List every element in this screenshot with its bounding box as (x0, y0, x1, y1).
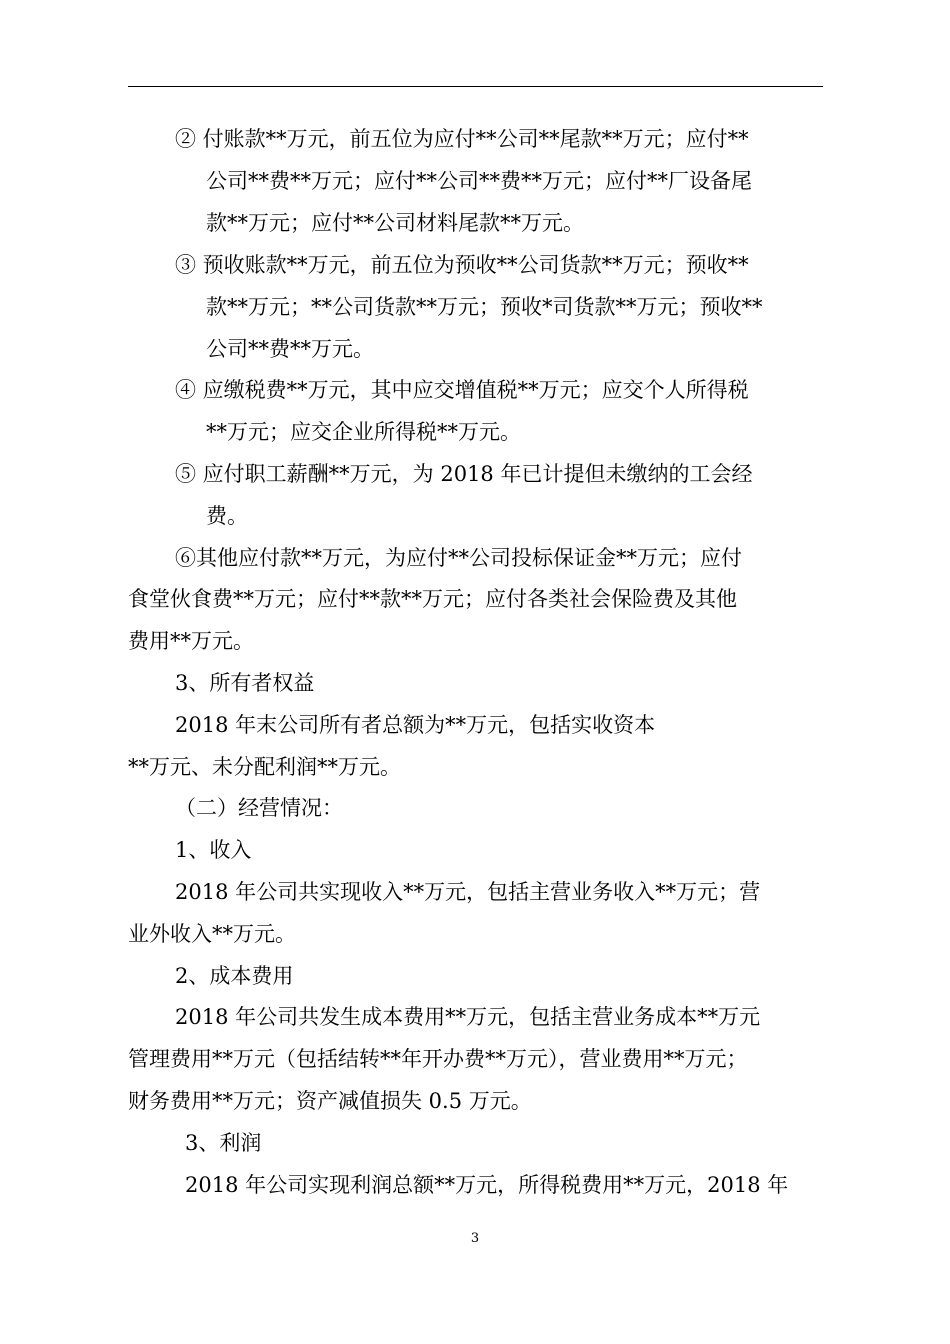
section-heading: 1、收入 (175, 838, 252, 862)
text-line: 费。 (206, 504, 248, 528)
text-line: 款**万元；应付**公司材料尾款**万元。 (206, 211, 584, 235)
text-line: 费用**万元。 (128, 629, 254, 653)
text-line: 2018 年公司共发生成本费用**万元，包括主营业务成本**万元 (175, 1005, 761, 1029)
header-rule (128, 86, 823, 87)
text-line: ③ 预收账款**万元，前五位为预收**公司货款**万元；预收** (175, 253, 749, 277)
text-line: ⑤ 应付职工薪酬**万元，为 2018 年已计提但未缴纳的工会经 (175, 462, 753, 486)
text-line: 2018 年末公司所有者总额为**万元，包括实收资本 (175, 713, 656, 737)
section-heading: （二）经营情况： (175, 796, 343, 820)
section-heading: 3、所有者权益 (175, 671, 315, 695)
text-line: ② 付账款**万元，前五位为应付**公司**尾款**万元；应付** (175, 127, 749, 151)
text-line: **万元、未分配利润**万元。 (128, 755, 401, 779)
section-heading: 2、成本费用 (175, 964, 294, 988)
section-heading: 3、利润 (185, 1131, 262, 1155)
text-line: ⑥其他应付款**万元，为应付**公司投标保证金**万元；应付 (175, 546, 742, 570)
text-line: 款**万元；**公司货款**万元；预收*司货款**万元；预收** (206, 295, 763, 319)
text-line: 业外收入**万元。 (128, 922, 296, 946)
text-line: 公司**费**万元；应付**公司**费**万元；应付**厂设备尾 (206, 169, 752, 193)
text-line: 2018 年公司实现利润总额**万元，所得税费用**万元，2018 年 (185, 1173, 789, 1197)
text-line: 2018 年公司共实现收入**万元，包括主营业务收入**万元；营 (175, 880, 761, 904)
text-line: 财务费用**万元；资产减值损失 0.5 万元。 (128, 1089, 532, 1113)
text-line: **万元；应交企业所得税**万元。 (206, 420, 521, 444)
page-number: 3 (470, 1231, 480, 1246)
text-line: 管理费用**万元（包括结转**年开办费**万元），营业费用**万元； (128, 1047, 748, 1071)
text-line: 公司**费**万元。 (206, 337, 374, 361)
text-line: ④ 应缴税费**万元，其中应交增值税**万元；应交个人所得税 (175, 378, 749, 402)
text-line: 食堂伙食费**万元；应付**款**万元；应付各类社会保险费及其他 (128, 587, 737, 611)
